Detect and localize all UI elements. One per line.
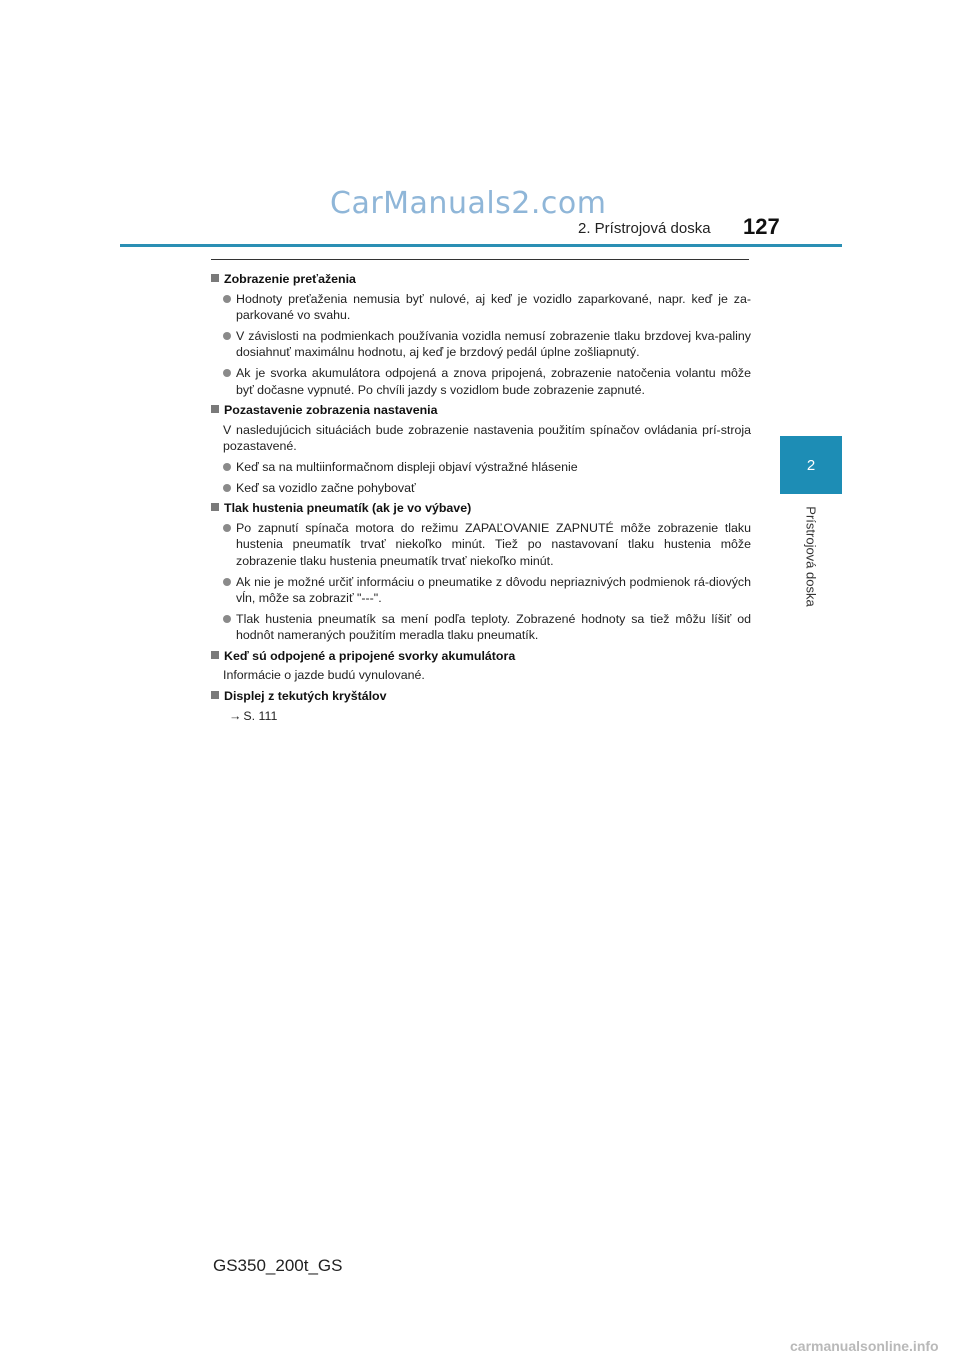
- section-heading: Keď sú odpojené a pripojené svorky akumulátora: [211, 648, 751, 665]
- chapter-side-label-text: Prístrojová doska: [803, 505, 819, 607]
- square-bullet-icon: [211, 691, 219, 699]
- list-item: Po zapnutí spínača motora do režimu ZAPAĽOVANIE ZAPNUTÉ môže zobrazenie tlaku hustenia pneumatík trvať niekoľko minút. Tiež po nastavovaní tlaku hustenia môže zobrazenie tlaku hustenia pneumatík trvať niekoľko minút.: [223, 520, 751, 570]
- circle-bullet-icon: [223, 615, 231, 623]
- section-heading: Pozastavenie zobrazenia nastavenia: [211, 402, 751, 419]
- section-heading: Displej z tekutých kryštálov: [211, 688, 751, 705]
- section-paragraph: Informácie o jazde budú vynulované.: [223, 668, 425, 683]
- list-item: Tlak hustenia pneumatík sa mení podľa teploty. Zobrazené hodnoty sa tiež môžu líšiť od hodnôt nameraných použitím meradla tlaku pneumatík.: [223, 611, 751, 644]
- circle-bullet-icon: [223, 369, 231, 377]
- square-bullet-icon: [211, 651, 219, 659]
- circle-bullet-icon: [223, 332, 231, 340]
- circle-bullet-icon: [223, 524, 231, 532]
- page-reference: [229, 708, 751, 725]
- list-item: Hodnoty preťaženia nemusia byť nulové, aj keď je vozidlo zaparkované, napr. keď je za-parkované vo svahu.: [223, 291, 751, 324]
- footer-model-code: GS350_200t_GS: [213, 1256, 343, 1275]
- square-bullet-icon: [211, 405, 219, 413]
- list-item: Ak je svorka akumulátora odpojená a znova pripojená, zobrazenie natočenia volantu môže byť dočasne vypnuté. Po chvíli jazdy s vozidlom bude zobrazenie zapnuté.: [223, 365, 751, 398]
- square-bullet-icon: [211, 274, 219, 282]
- list-item: V závislosti na podmienkach používania vozidla nemusí zobrazenie tlaku brzdovej kva-paliny dosiahnuť maximálnu hodnotu, aj keď je brzdový pedál úplne zošliapnutý.: [223, 328, 751, 361]
- section-heading: Zobrazenie preťaženia: [211, 271, 751, 288]
- list-item: Keď sa na multiinformačnom displeji objaví výstražné hlásenie: [223, 459, 751, 476]
- page-number: 127: [743, 214, 780, 239]
- content-divider: [211, 259, 749, 260]
- circle-bullet-icon: [223, 484, 231, 492]
- section-paragraph: V nasledujúcich situáciách bude zobrazenie nastavenia použitím spínačov ovládania prí-stroja pozastavené.: [223, 422, 751, 454]
- circle-bullet-icon: [223, 463, 231, 471]
- chapter-title: 2. Prístrojová doska: [578, 220, 711, 237]
- watermark-logo: CarManuals2.com: [330, 186, 607, 221]
- watermark-footer: carmanualsonline.info: [790, 1338, 939, 1354]
- chapter-tab-number: 2: [806, 456, 816, 474]
- page-content: [211, 268, 751, 724]
- square-bullet-icon: [211, 503, 219, 511]
- arrow-right-icon: →: [229, 708, 242, 723]
- list-item: Keď sa vozidlo začne pohybovať: [223, 480, 751, 497]
- circle-bullet-icon: [223, 578, 231, 586]
- header-divider: [120, 244, 842, 247]
- list-item: Ak nie je možné určiť informáciu o pneumatike z dôvodu nepriaznivých podmienok rá-diových vĺn, môže sa zobraziť "---".: [223, 574, 751, 607]
- chapter-side-label: [780, 500, 842, 612]
- chapter-tab: [780, 436, 842, 494]
- circle-bullet-icon: [223, 295, 231, 303]
- page-reference-link[interactable]: S. 111: [243, 708, 278, 723]
- section-heading: Tlak hustenia pneumatík (ak je vo výbave): [211, 500, 751, 517]
